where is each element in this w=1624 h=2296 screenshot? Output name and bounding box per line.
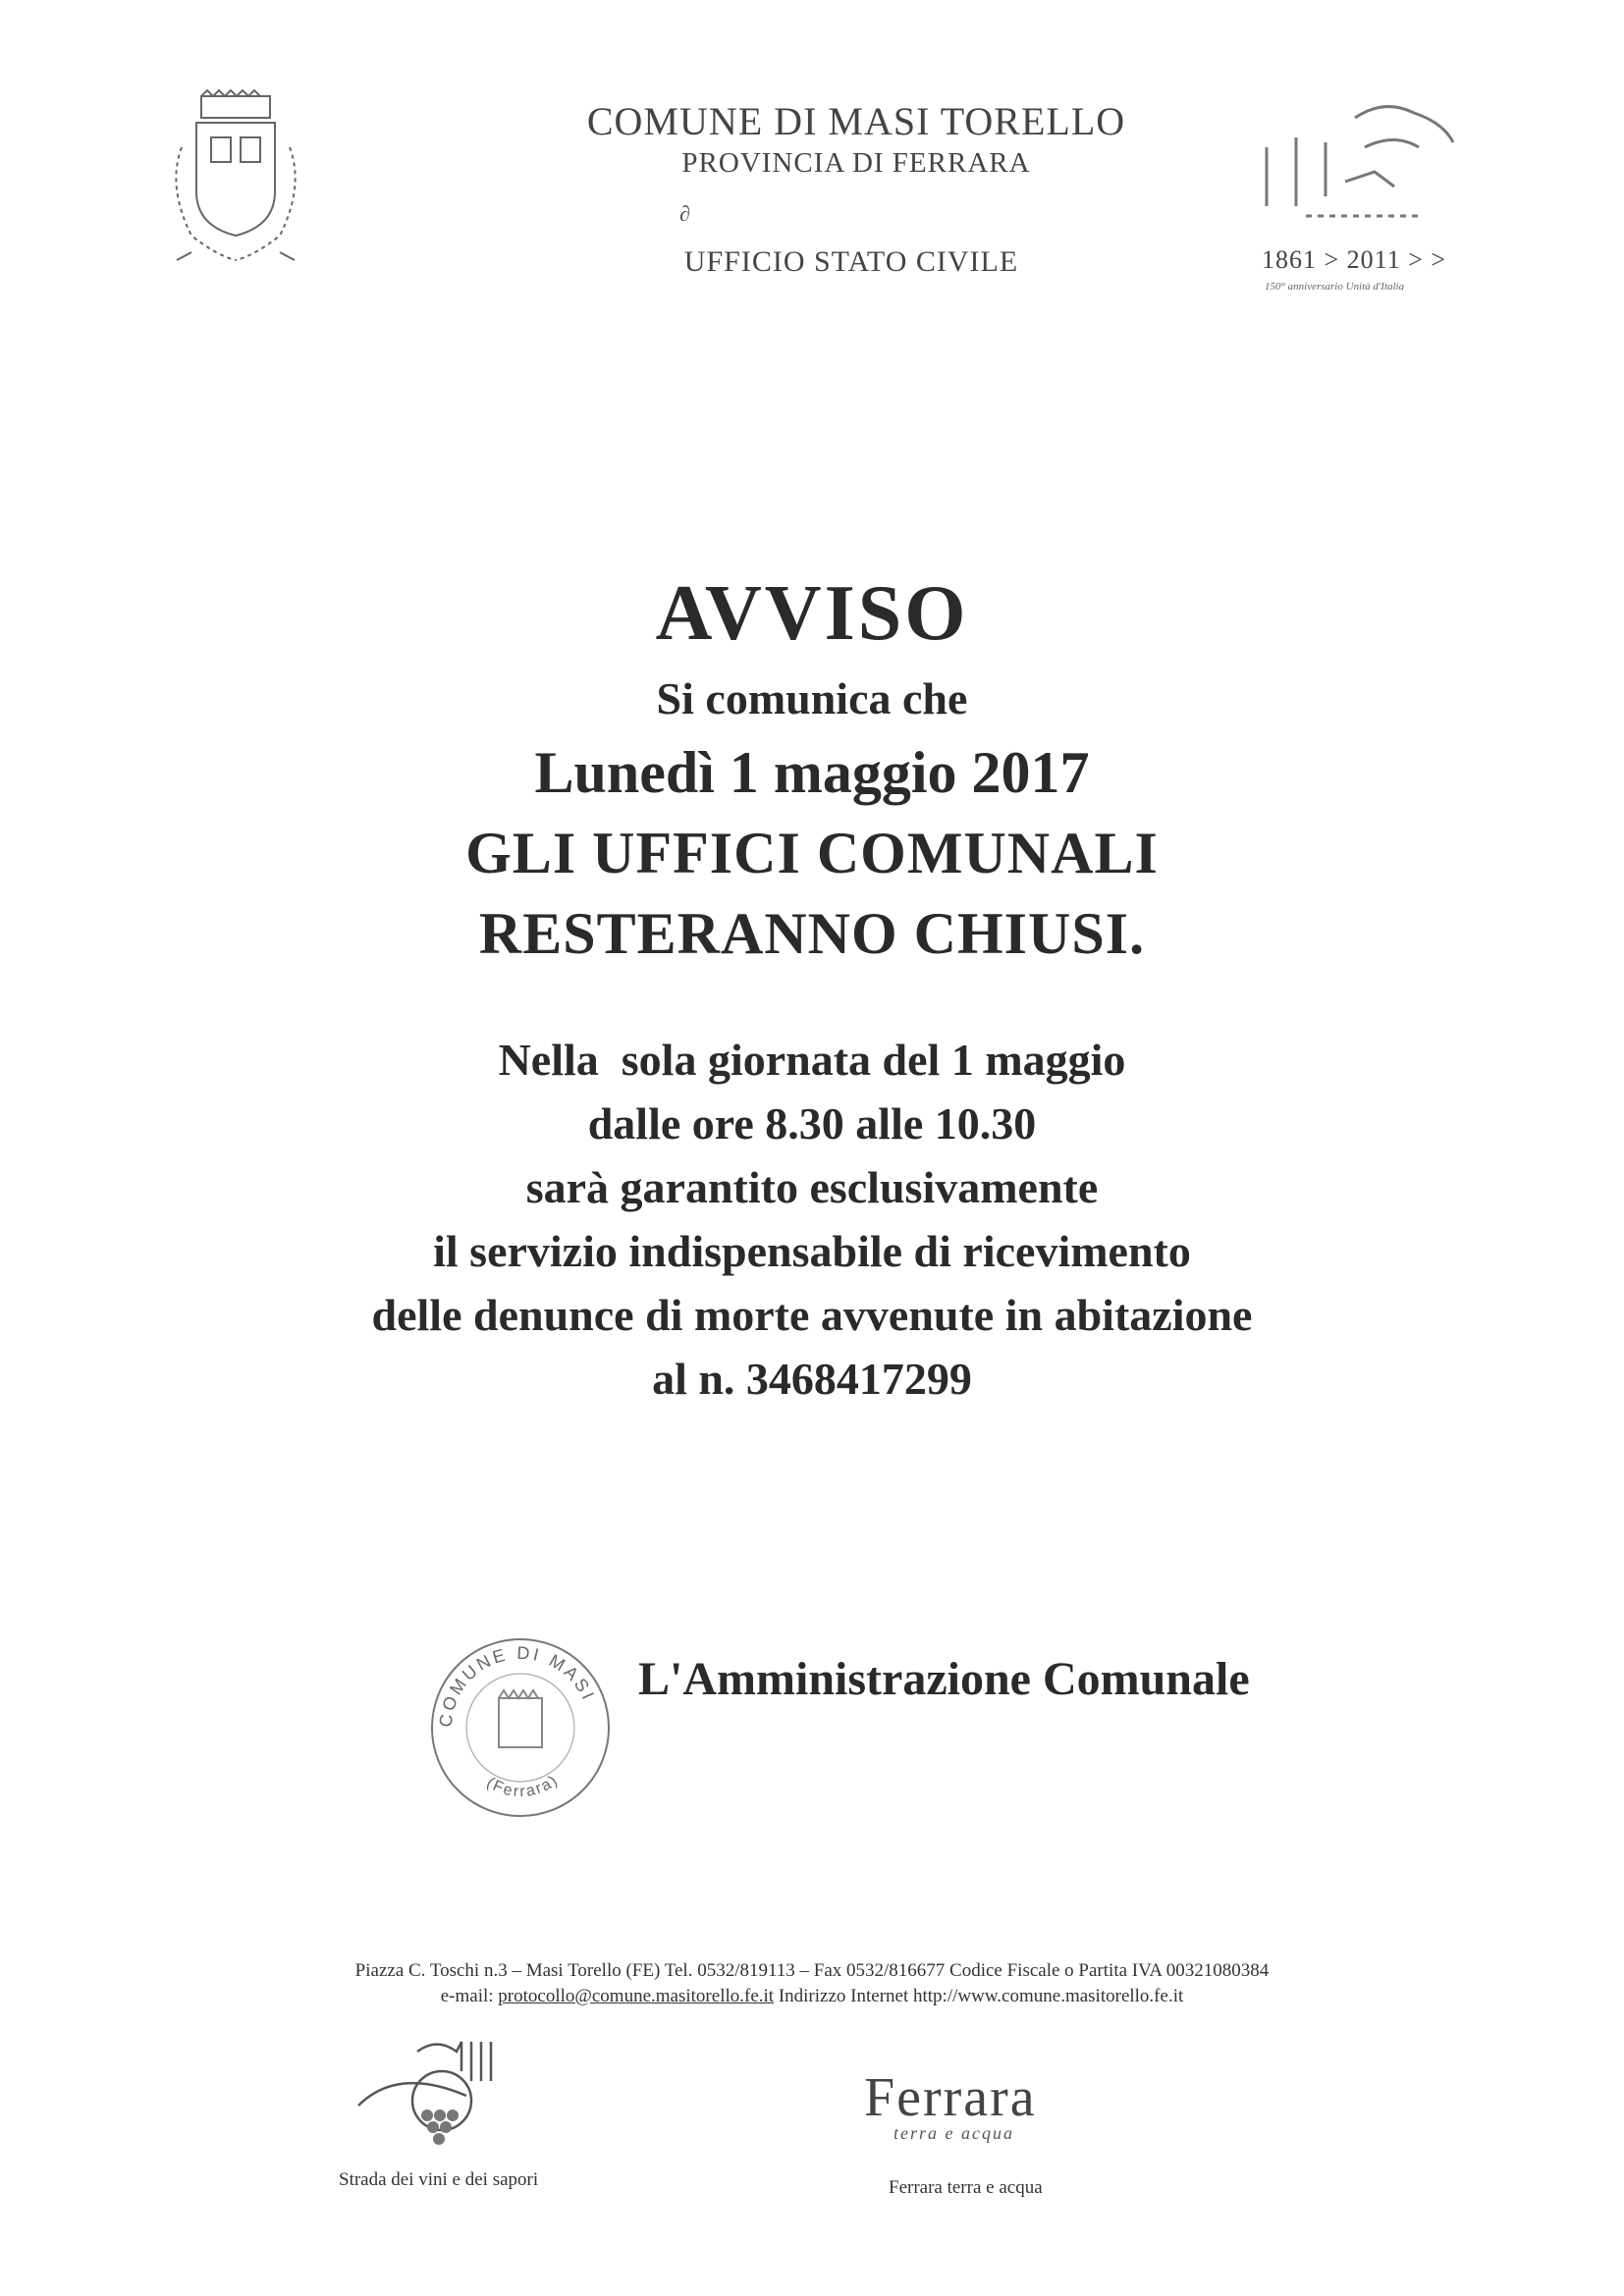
footer-address: Piazza C. Toschi n.3 – Masi Torello (FE) Tel. 0532/819113 – Fax 0532/816677 Codice Fiscale o Partita IVA 00321080384	[354, 1960, 1270, 1981]
notice-line-b: RESTERANNO CHIUSI.	[478, 901, 1146, 966]
wine-grapes-logo-icon	[349, 2027, 515, 2174]
strada-caption: Strada dei vini e dei sapori	[339, 2169, 539, 2190]
comune-stamp-icon	[422, 1629, 619, 1826]
internet-text: Indirizzo Internet http://www.comune.masitorello.fe.it	[774, 1986, 1184, 2006]
anniversary-years: 1861 > 2011 > >	[1262, 245, 1447, 274]
detail-line: Nella sola giornata del 1 maggio	[498, 1035, 1126, 1085]
provincia-subtitle: PROVINCIA DI FERRARA	[681, 147, 1031, 179]
detail-line: al n. 3468417299	[652, 1354, 972, 1404]
ferrara-logo-subtitle: terra e acqua	[893, 2123, 1014, 2143]
signature-text: L'Amministrazione Comunale	[638, 1653, 1250, 1705]
detail-line: sarà garantito esclusivamente	[525, 1162, 1099, 1212]
ferrara-caption: Ferrara terra e acqua	[889, 2177, 1043, 2198]
email-label: e-mail:	[440, 1986, 499, 2006]
small-mark-icon: ∂	[679, 201, 690, 226]
notice-date: Lunedì 1 maggio 2017	[534, 740, 1090, 805]
ufficio-subtitle: UFFICIO STATO CIVILE	[683, 245, 1019, 278]
notice-line-a: GLI UFFICI COMUNALI	[465, 821, 1159, 885]
anniversary-subtitle: 150° anniversario Unità d'Italia	[1265, 281, 1405, 293]
footer-contacts	[0, 1986, 1624, 2007]
comune-title: COMUNE DI MASI TORELLO	[586, 99, 1126, 143]
notice-title: AVVISO	[655, 570, 969, 657]
notice-intro: Si comunica che	[656, 673, 968, 723]
detail-line: delle denunce di morte avvenute in abitazione	[371, 1290, 1253, 1340]
email-link[interactable]: protocollo@comune.masitorello.fe.it	[498, 1986, 775, 2006]
detail-line: dalle ore 8.30 alle 10.30	[587, 1098, 1037, 1148]
svg-text:COMUNE DI MASI: COMUNE DI MASI	[435, 1642, 600, 1729]
detail-line: il servizio indispensabile di ricevimento	[433, 1226, 1191, 1276]
svg-text:(Ferrara): (Ferrara)	[483, 1771, 563, 1801]
ferrara-logo: Ferrara	[864, 2067, 1037, 2128]
